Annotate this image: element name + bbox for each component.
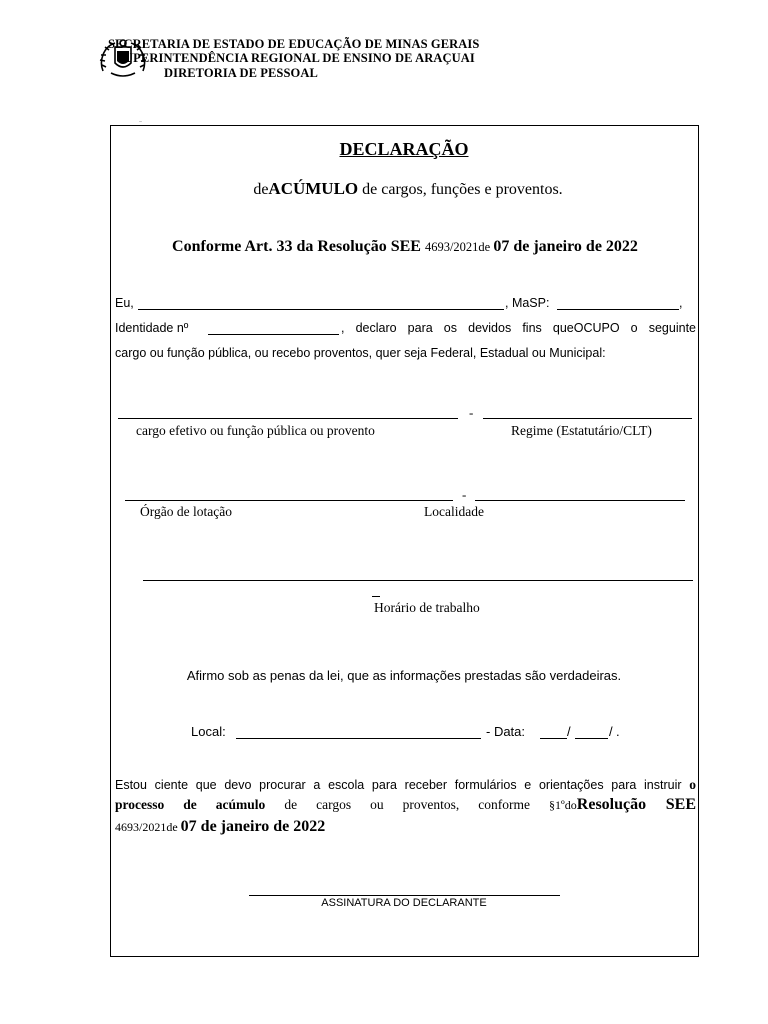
affirmation-text: Afirmo sob as penas da lei, que as informações prestadas são verdadeiras. bbox=[186, 668, 622, 683]
subtitle-prefix: de bbox=[253, 181, 269, 198]
local-field[interactable] bbox=[236, 738, 481, 739]
header-diretoria: DIRETORIA DE PESSOAL bbox=[164, 66, 318, 80]
identidade-label: Identidade nº bbox=[115, 321, 189, 335]
notice-number: 4693/2021de bbox=[115, 820, 181, 834]
cargo-regime-separator: - bbox=[469, 405, 474, 420]
date-day-field[interactable] bbox=[540, 738, 567, 739]
horario-caption: Horário de trabalho bbox=[374, 600, 480, 615]
localidade-caption: Localidade bbox=[424, 504, 484, 519]
orgao-caption: Órgão de lotação bbox=[140, 504, 232, 519]
eu-label: Eu, bbox=[115, 296, 134, 310]
masp-field[interactable] bbox=[557, 309, 679, 310]
masp-comma: , bbox=[679, 296, 683, 310]
orgao-localidade-separator: - bbox=[462, 487, 467, 502]
regime-field[interactable] bbox=[483, 418, 692, 419]
conforme-article: Conforme Art. 33 da Resolução SEE bbox=[172, 238, 425, 255]
notice-resolucao: Resolução SEE bbox=[576, 796, 697, 813]
data-label: - Data: bbox=[486, 724, 526, 739]
name-field[interactable] bbox=[138, 309, 504, 310]
local-label: Local: bbox=[191, 724, 226, 739]
corner-mark: ˉ bbox=[139, 119, 142, 129]
localidade-field[interactable] bbox=[475, 500, 685, 501]
document-title: DECLARAÇÃO bbox=[339, 139, 469, 159]
conforme-line bbox=[0, 238, 768, 256]
notice-line1: Estou ciente que devo procurar a escola para receber formulários e orientações para instruir bbox=[115, 778, 690, 792]
notice-paragraph bbox=[115, 776, 696, 838]
date-slash-1: / bbox=[567, 724, 571, 739]
identidade-text: , declaro para os devidos fins queOCUPO o seguinte bbox=[341, 321, 696, 335]
conforme-date: 07 de janeiro de 2022 bbox=[493, 238, 638, 255]
notice-section: §1ºdo bbox=[549, 798, 577, 812]
cargo-field[interactable] bbox=[118, 418, 458, 419]
masp-label: , MaSP: bbox=[505, 296, 550, 310]
horario-mark bbox=[372, 596, 380, 597]
regime-caption: Regime (Estatutário/CLT) bbox=[511, 423, 652, 438]
document-subtitle bbox=[0, 179, 768, 199]
notice-date: 07 de janeiro de 2022 bbox=[180, 818, 326, 835]
date-period: . bbox=[616, 724, 620, 739]
horario-field[interactable] bbox=[143, 580, 693, 581]
subtitle-bold: ACÚMULO bbox=[268, 179, 359, 198]
cargo-instructions: cargo ou função pública, ou recebo proventos, quer seja Federal, Estadual ou Municipal: bbox=[115, 346, 606, 360]
notice-line2: de cargos ou proventos, conforme bbox=[265, 797, 550, 812]
header-secretaria: SECRETARIA DE ESTADO DE EDUCAÇÃO DE MINAS GERAIS bbox=[108, 37, 480, 51]
notice-processo: processo de acúmulo bbox=[115, 797, 266, 812]
date-month-field[interactable] bbox=[575, 738, 608, 739]
orgao-field[interactable] bbox=[125, 500, 453, 501]
header-superintendencia: SUPERINTENDÊNCIA REGIONAL DE ENSINO DE ARAÇUAI bbox=[117, 51, 475, 65]
signature-field[interactable] bbox=[249, 895, 560, 896]
identidade-field[interactable] bbox=[208, 334, 339, 335]
signature-label: ASSINATURA DO DECLARANTE bbox=[321, 897, 487, 909]
conforme-number: 4693/2021de bbox=[424, 240, 494, 254]
notice-line1-bold: o bbox=[689, 777, 696, 792]
cargo-caption: cargo efetivo ou função pública ou provento bbox=[136, 423, 375, 438]
subtitle-rest: de cargos, funções e proventos. bbox=[358, 181, 563, 198]
date-slash-2: / bbox=[609, 724, 613, 739]
